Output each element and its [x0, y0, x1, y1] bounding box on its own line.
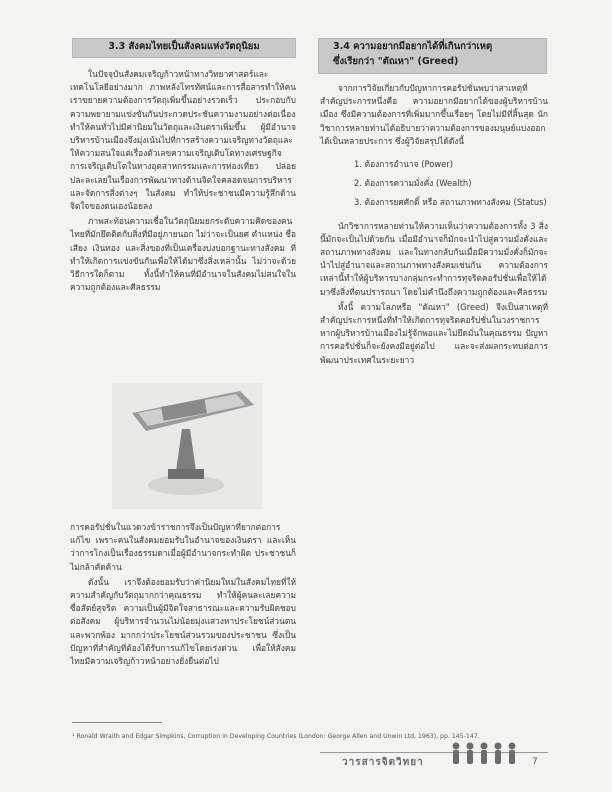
section-heading-text-line1: 3.4 ความอยากมีอยากได้ที่เกินกว่าเหตุ [333, 41, 493, 52]
journal-name: วารสารจิตวิทยา [342, 757, 424, 768]
section-heading-3-3 [72, 38, 296, 58]
right-column [320, 82, 548, 369]
section-heading-text-line2: ซึ่งเรียกว่า "ตัณหา" (Greed) [333, 56, 459, 67]
paragraph: นักวิชาการหลายท่านให้ความเห็นว่าความต้องการทั้ง 3 สิ่งนี้มักจะเป็นไปด้วยกัน เมื่อมีอำนาจก็มักจะนำไปสู่ความมั่งคั่งและสถานภาพทางสังคม และในทางกลับกันเมื่อมีความมั่งคั่งก็มักจะนำไปสู่อำนาจและสถานภาพทางสังคมเช่นกัน ความต้องการเหล่านี้ทำให้ผู้บริหารบางกลุ่มกระทำการทุจริตคอรัปชั่นเพื่อให้ได้มาซึ่งสิ่งที่ตนปรารถนา โดยไม่คำนึงถึงความถูกต้องและศีลธรรม [320, 220, 548, 297]
paragraph: จากการวิจัยเกี่ยวกับปัญหาการคอรัปชั่นพบว่าสาเหตุที่สำคัญประการหนึ่งคือ ความอยากมีอยากได้ของผู้บริหารบ้านเมือง ซึ่งมีความต้องการที่เพิ่มมากขึ้นเรื่อยๆ โดยไม่มีที่สิ้นสุด นักวิชาการหลายท่านได้อธิบายว่าความต้องการของมนุษย์แบ่งออกได้เป็นหลายประการ ซึ่งผู้วิจัยสรุปได้ดังนี้ [320, 83, 548, 146]
paragraph: ทั้งนี้ ความโลภหรือ "ตัณหา" (Greed) จึงเป็นสาเหตุที่สำคัญประการหนึ่งที่ทำให้เกิดการทุจริตคอรัปชั่นในวงราชการ หากผู้บริหารบ้านเมืองไม่รู้จักพอและไม่ยึดมั่นในคุณธรรม ปัญหาการคอรัปชั่นก็จะยังคงมีอยู่ต่อไป และจะส่งผลกระทบต่อการพัฒนาประเทศในระยะยาว [320, 301, 548, 365]
list-item: 1. ต้องการอำนาจ (Power) [354, 159, 454, 170]
list-item: 2. ต้องการความมั่งคั่ง (Wealth) [354, 178, 472, 189]
paragraph: ดังนั้น เราจึงต้องยอมรับว่าค่านิยมใหม่ในสังคมไทยที่ให้ความสำคัญกับวัตถุมากกว่าคุณธรรม ทำให้ผู้คนละเลยความซื่อสัตย์สุจริต ความเป็นผู้มีจิตใจสาธารณะและความรับผิดชอบต่อสังคม ผู้บริหารจำนวนไม่น้อยมุ่งแสวงหาประโยชน์ส่วนตนและพวกพ้อง มากกว่าประโยชน์ส่วนรวมของประชาชน ซึ่งเป็นปัญหาที่สำคัญที่ต้องได้รับการแก้ไขโดยเร่งด่วน เพื่อให้สังคมไทยมีความเจริญก้าวหน้าอย่างยั่งยืนต่อไป [70, 576, 296, 667]
section-heading-3-4 [318, 38, 547, 74]
left-column [70, 68, 296, 296]
footnote: ¹ Ronald Wraith and Edgar Simpkins, Corruption in Developing Countries (London: George Allen and Unwin Ltd, 1963), pp. 145-147. [72, 733, 480, 740]
needs-list [354, 158, 548, 210]
paragraph: ในปัจจุบันสังคมเจริญก้าวหน้าทางวิทยาศาสตร์และเทคโนโลยีอย่างมาก ภาพหลังโทรทัศน์และการสื่อสารทำให้คนเราขยายความต้องการวัตถุเพิ่มขึ้นอย่างรวดเร็ว ประกอบกับความพยายามแข่งขันกันประกวดประชันความงามอย่างต่อเนื่อง ทำให้คนทั่วไปมีค่านิยมในวัตถุและเงินตราเพิ่มขึ้น ผู้มีอำนาจบริหารบ้านเมืองจึงมุ่งเน้นไปที่การสร้างความเจริญทางวัตถุและให้ความสนใจแต่เรื่องตัวเลขความเจริญเติบโตทางเศรษฐกิจ การเจริญเติบโตในทางอุตสาหกรรมและการท่องเที่ยว ปล่อยปละละเลยในเรื่องการพัฒนาทางด้านจิตใจคลอดจนการบริหารและจัดการสิ่งต่างๆ ในสังคม ทำให้ประชาชนมีความรู้สึกด้านจิตใจของตนเองน้อยลง [70, 69, 296, 212]
left-column-continued [70, 383, 296, 670]
list-item: 3. ต้องการยศศักดิ์ หรือ สถานภาพทางสังคม (Status) [354, 197, 547, 208]
section-heading-text: 3.3 สังคมไทยเป็นสังคมแห่งวัตถุนิยม [108, 41, 260, 52]
people-silhouettes-icon [448, 741, 526, 767]
paragraph: ภาพสะท้อนความเชื่อในวัตถุนิยมยกระดับความคิดของคนไทยที่มักยึดติดกับสิ่งที่มีอยู่ภายนอก ไม่ว่าจะเป็นยศ ตำแหน่ง ชื่อเสียง เงินทอง และสิ่งของที่เป็นเครื่องบ่งบอกฐานะทางสังคม ที่ทำให้เกิดการแข่งขันกันเพื่อให้ได้มาซึ่งสิ่งเหล่านั้น ไม่ว่าจะด้วยวิธีการใดก็ตาม ทั้งนี้ทำให้คนที่มีอำนาจในสังคมไม่สนใจในความถูกต้องและศีลธรรม [70, 216, 296, 293]
paragraph: การคอรัปชั่นในแวดวงข้าราชการจึงเป็นปัญหาที่ยากต่อการแก้ไข เพราะคนในสังคมยอมรับในอำนาจของเงินตรา และเห็นว่าการโกงเป็นเรื่องธรรมดาเมื่อผู้มีอำนาจกระทำผิด ประชาชนก็ไม่กล้าคัดค้าน [70, 522, 296, 572]
page-number: 7 [532, 757, 538, 767]
footnote-divider [72, 722, 162, 723]
